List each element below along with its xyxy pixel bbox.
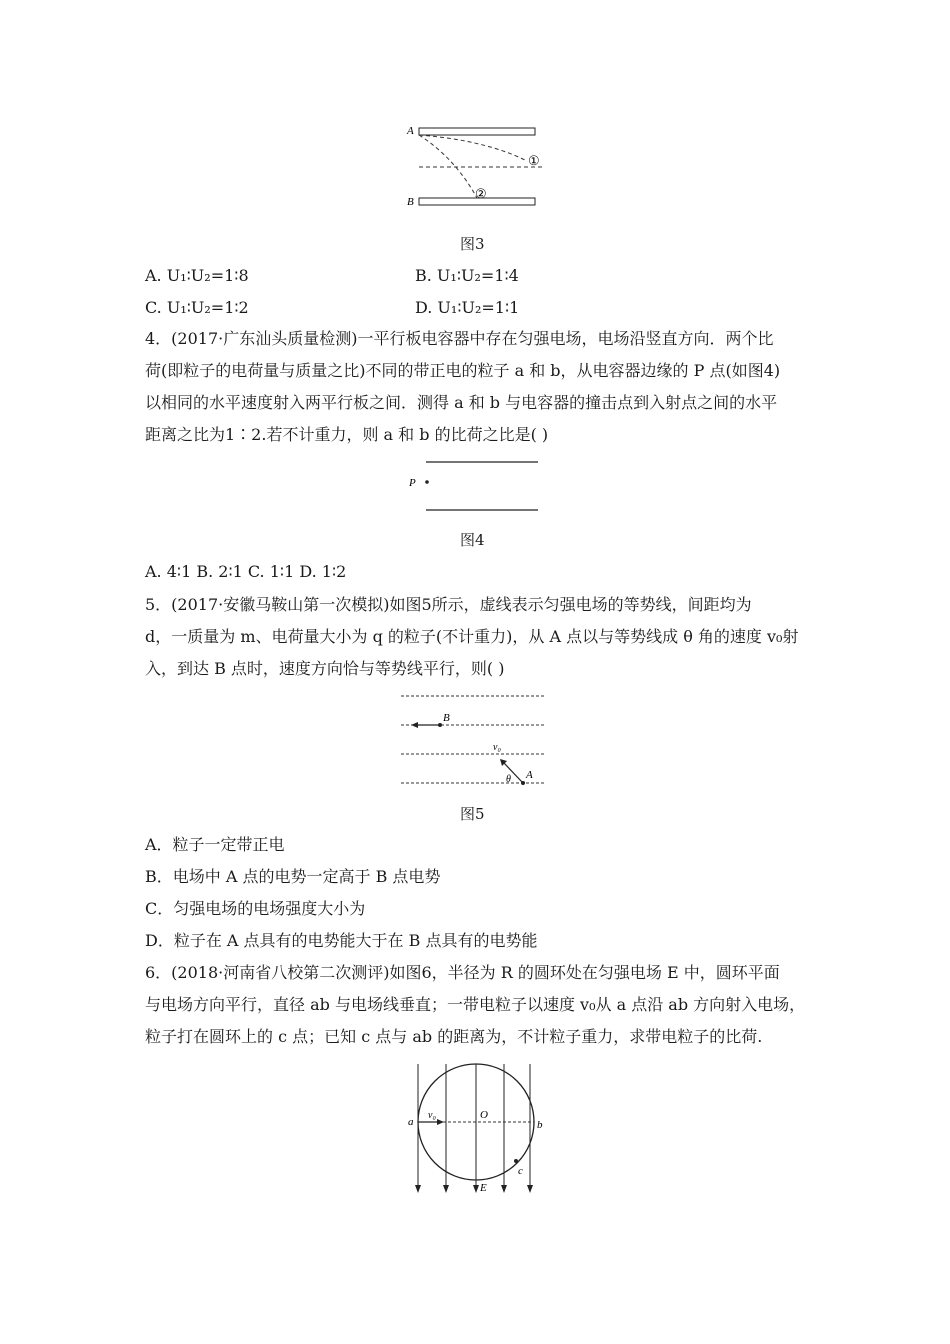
q5-text-line1: 5．(2017·安徽马鞍山第一次模拟)如图5所示，虚线表示匀强电场的等势线，间距均为 bbox=[145, 595, 752, 614]
figure-4-caption: 图4 bbox=[460, 531, 485, 549]
field-arrowhead-5 bbox=[527, 1185, 533, 1193]
point-b-dot bbox=[438, 723, 442, 727]
q4-text-line2: 荷(即粒子的电荷量与质量之比)不同的带正电的粒子 a 和 b，从电容器边缘的 P 点(如图4) bbox=[145, 361, 781, 380]
figure-4-diagram bbox=[400, 452, 550, 518]
point-a-dot bbox=[521, 781, 525, 785]
q5-option-b: B．电场中 A 点的电势一定高于 B 点电势 bbox=[145, 867, 441, 886]
label-A: A bbox=[526, 769, 533, 781]
label-v0: v₀ bbox=[493, 742, 501, 753]
label-theta: θ bbox=[506, 774, 511, 785]
label-A: A bbox=[407, 125, 414, 137]
q5-option-a: A．粒子一定带正电 bbox=[145, 835, 285, 854]
figure-3-diagram bbox=[395, 118, 555, 218]
point-p-dot bbox=[425, 480, 429, 484]
figure-6-diagram bbox=[400, 1060, 550, 1200]
label-O: O bbox=[480, 1109, 488, 1121]
q4-text-line4: 距离之比为1∶2.若不计重力，则 a 和 b 的比荷之比是( ) bbox=[145, 425, 549, 444]
label-a: a bbox=[408, 1116, 414, 1128]
q6-text-line1: 6．(2018·河南省八校第二次测评)如图6，半径为 R 的圆环处在匀强电场 E 中，圆环平面 bbox=[145, 963, 780, 982]
label-v0: v₀ bbox=[428, 1110, 436, 1121]
label-E: E bbox=[480, 1182, 487, 1194]
field-arrowhead-4 bbox=[501, 1185, 507, 1193]
q6-text-line3: 粒子打在圆环上的 c 点；已知 c 点与 ab 的距离为，不计粒子重力，求带电粒子的比荷. bbox=[145, 1027, 763, 1046]
q3-option-b: B. U₁∶U₂=1∶4 bbox=[415, 266, 519, 285]
q3-option-d: D. U₁∶U₂=1∶1 bbox=[415, 298, 520, 317]
q6-text-line2: 与电场方向平行，直径 ab 与电场线垂直；一带电粒子以速度 v₀从 a 点沿 ab 方向射入电场， bbox=[145, 995, 806, 1014]
mark-2: ② bbox=[475, 186, 487, 201]
label-b: b bbox=[537, 1119, 543, 1131]
label-B: B bbox=[407, 196, 414, 208]
velocity-b-arrowhead bbox=[411, 722, 418, 728]
field-arrowhead-1 bbox=[415, 1185, 421, 1193]
q3-option-a: A. U₁∶U₂=1∶8 bbox=[145, 266, 249, 285]
label-P: P bbox=[409, 477, 416, 489]
figure-5-caption: 图5 bbox=[460, 805, 485, 823]
q5-text-line2: d，一质量为 m、电荷量大小为 q 的粒子(不计重力)，从 A 点以与等势线成 θ 角的速度 v₀射 bbox=[145, 627, 799, 646]
point-c-dot bbox=[514, 1159, 518, 1163]
q5-option-d: D．粒子在 A 点具有的电势能大于在 B 点具有的电势能 bbox=[145, 931, 538, 950]
q4-options: A. 4∶1 B. 2∶1 C. 1∶1 D. 1∶2 bbox=[145, 562, 347, 581]
figure-5-diagram bbox=[395, 688, 555, 798]
plate-a bbox=[419, 128, 535, 135]
figure-3-caption: 图3 bbox=[460, 235, 485, 253]
field-arrowhead-3 bbox=[473, 1185, 479, 1193]
q4-text-line1: 4．(2017·广东汕头质量检测)一平行板电容器中存在匀强电场，电场沿竖直方向．两个比 bbox=[145, 329, 774, 348]
q5-text-line3: 入，到达 B 点时，速度方向恰与等势线平行，则( ) bbox=[145, 659, 505, 678]
mark-1: ① bbox=[528, 153, 540, 168]
label-B: B bbox=[443, 712, 450, 724]
q5-option-c: C．匀强电场的电场强度大小为 bbox=[145, 899, 366, 918]
field-arrowhead-2 bbox=[443, 1185, 449, 1193]
trajectory-1 bbox=[419, 135, 527, 161]
q4-text-line3: 以相同的水平速度射入两平行板之间．测得 a 和 b 与电容器的撞击点到入射点之间的水平 bbox=[145, 393, 778, 412]
velocity-arrowhead bbox=[437, 1119, 444, 1125]
label-c: c bbox=[518, 1165, 523, 1177]
q3-option-c: C. U₁∶U₂=1∶2 bbox=[145, 298, 249, 317]
